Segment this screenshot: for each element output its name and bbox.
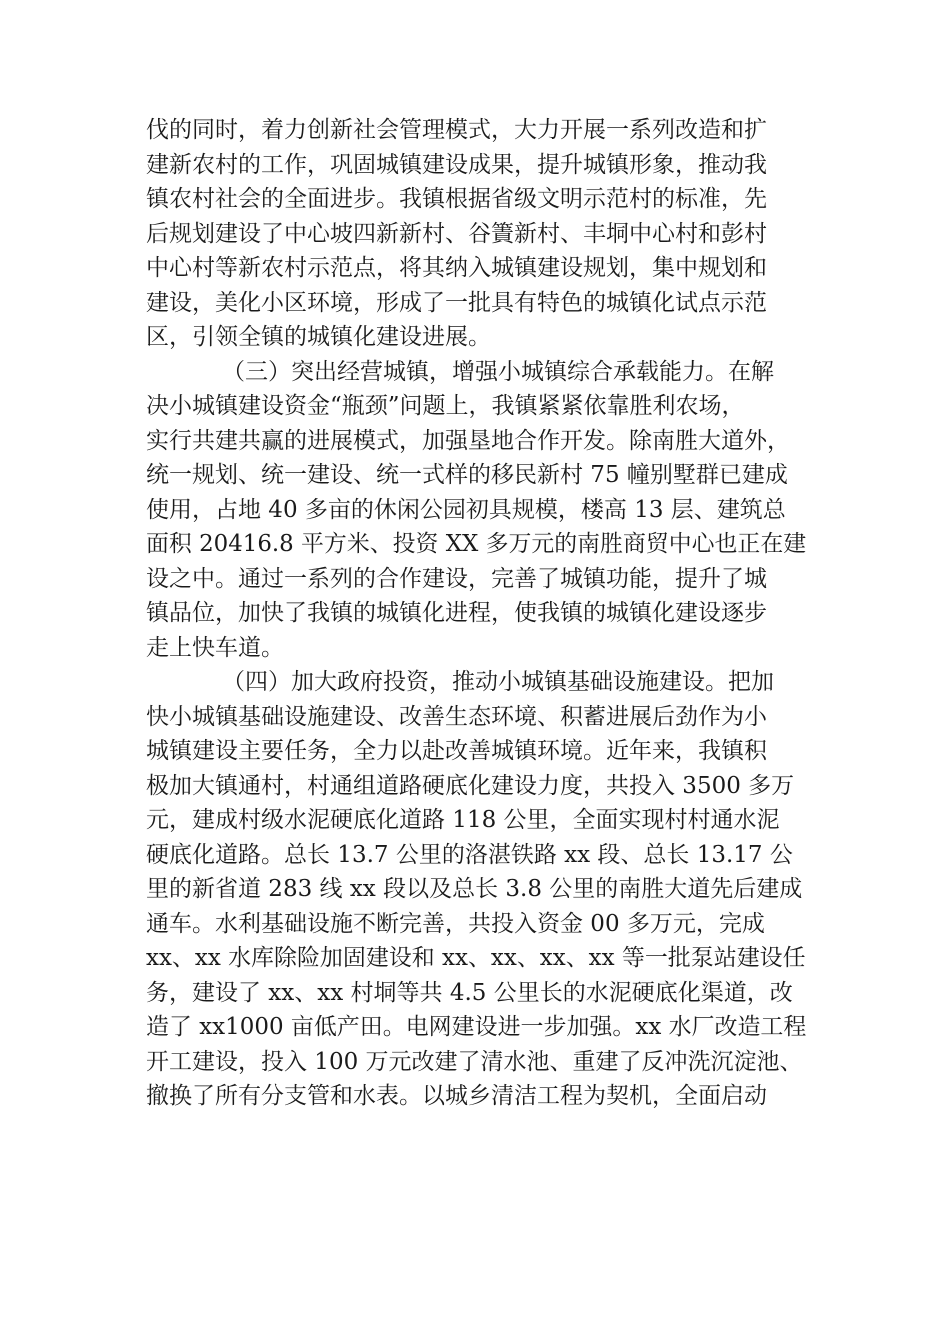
text-line: 造了 xx1000 亩低产田。电网建设进一步加强。xx 水厂改造工程 [146,1014,807,1040]
document-body [146,113,806,1114]
paragraph-start-line: （三）突出经营城镇，增强小城镇综合承载能力。在解 [222,358,774,385]
text-line: xx、xx 水库除险加固建设和 xx、xx、xx、xx 等一批泵站建设任 [146,945,806,971]
text-line: 区，引领全镇的城镇化建设进展。 [146,324,491,350]
text-line: 决小城镇建设资金“瓶颈”问题上，我镇紧紧依靠胜利农场， [146,393,745,419]
text-line: 里的新省道 283 线 xx 段以及总长 3.8 公里的南胜大道先后建成 [146,876,803,902]
text-line: 中心村等新农村示范点，将其纳入城镇建设规划，集中规划和 [146,255,767,281]
text-line: 元，建成村级水泥硬底化道路 118 公里，全面实现村村通水泥 [146,807,780,833]
text-line: 统一规划、统一建设、统一式样的移民新村 75 幢别墅群已建成 [146,462,788,488]
text-line: 通车。水利基础设施不断完善，共投入资金 00 多万元，完成 [146,910,765,937]
text-line: 快小城镇基础设施建设、改善生态环境、积蓄进展后劲作为小 [146,703,767,730]
paragraph-start-line: （四）加大政府投资，推动小城镇基础设施建设。把加 [222,669,774,695]
text-line: 使用，占地 40 多亩的休闲公园初具规模，楼高 13 层、建筑总 [146,496,786,523]
text-line: 开工建设，投入 100 万元改建了清水池、重建了反冲洗沉淀池、 [146,1048,803,1075]
text-line: 伐的同时，着力创新社会管理模式，大力开展一系列改造和扩 [146,117,767,143]
text-line: 面积 20416.8 平方米、投资 XX 多万元的南胜商贸中心也正在建 [146,531,807,557]
text-line: 设之中。通过一系列的合作建设，完善了城镇功能，提升了城 [146,565,767,592]
text-line: 后规划建设了中心坡四新新村、谷簀新村、丰垌中心村和彭村 [146,220,767,247]
text-line: 城镇建设主要任务，全力以赴改善城镇环境。近年来，我镇积 [146,738,767,764]
text-line: 建设，美化小区环境，形成了一批具有特色的城镇化试点示范 [146,289,767,316]
text-line: 撤换了所有分支管和水表。以城乡清洁工程为契机，全面启动 [146,1083,767,1109]
text-line: 镇农村社会的全面进步。我镇根据省级文明示范村的标准，先 [146,186,767,212]
text-line: 实行共建共赢的进展模式，加强垦地合作开发。除南胜大道外， [146,427,790,454]
text-line: 硬底化道路。总长 13.7 公里的洛湛铁路 xx 段、总长 13.17 公 [146,841,793,868]
text-line: 镇品位，加快了我镇的城镇化进程，使我镇的城镇化建设逐步 [146,600,767,626]
text-line: 务，建设了 xx、xx 村垌等共 4.5 公里长的水泥硬底化渠道，改 [146,979,793,1006]
text-line: 极加大镇通村，村通组道路硬底化建设力度，共投入 3500 多万 [146,772,795,799]
text-line: 建新农村的工作，巩固城镇建设成果，提升城镇形象，推动我 [146,151,767,178]
text-line: 走上快车道。 [146,634,284,661]
